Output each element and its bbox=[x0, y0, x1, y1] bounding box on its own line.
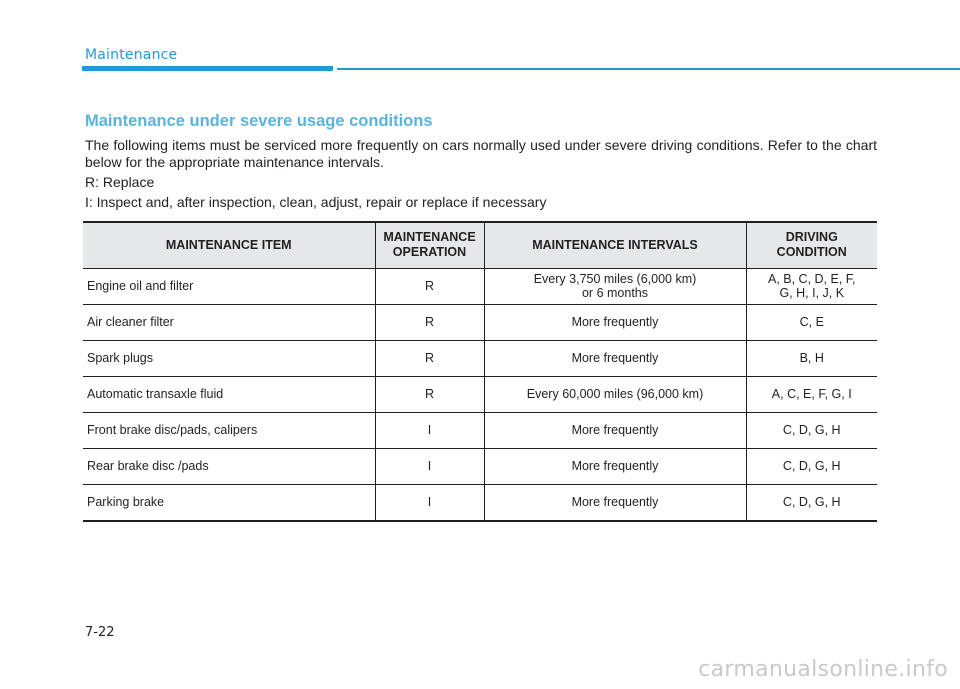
header-operation-line-1: MAINTENANCE bbox=[383, 230, 476, 245]
cell-condition: B, H bbox=[746, 340, 877, 376]
table-row bbox=[83, 484, 877, 521]
cell-item: Engine oil and filter bbox=[83, 268, 375, 304]
header-maintenance-item-label: MAINTENANCE ITEM bbox=[165, 237, 292, 252]
cell-interval: More frequently bbox=[484, 340, 746, 376]
table-row bbox=[83, 376, 877, 412]
cell-condition: C, D, G, H bbox=[746, 448, 877, 484]
table-row bbox=[83, 268, 877, 304]
header-condition-line-2: CONDITION bbox=[776, 245, 847, 260]
cell-interval: More frequently bbox=[484, 412, 746, 448]
cell-interval-line-2: or 6 months bbox=[581, 286, 648, 300]
cell-operation: R bbox=[375, 376, 484, 412]
cell-operation: R bbox=[375, 340, 484, 376]
cell-condition-line-2: G, H, I, J, K bbox=[779, 286, 845, 300]
cell-condition: C, E bbox=[746, 304, 877, 340]
table-row bbox=[83, 448, 877, 484]
cell-condition bbox=[746, 268, 877, 304]
legend-inspect: I: Inspect and, after inspection, clean, adjust, repair or replace if necessary bbox=[85, 194, 547, 210]
cell-operation: I bbox=[375, 448, 484, 484]
cell-interval: More frequently bbox=[484, 448, 746, 484]
table-row bbox=[83, 340, 877, 376]
table-row bbox=[83, 304, 877, 340]
cell-condition-line-1: A, B, C, D, E, F, bbox=[767, 272, 856, 286]
header-maintenance-intervals bbox=[484, 222, 746, 268]
table-row bbox=[83, 412, 877, 448]
cell-item: Parking brake bbox=[83, 484, 375, 521]
cell-item: Air cleaner filter bbox=[83, 304, 375, 340]
table-header-row bbox=[83, 222, 877, 268]
header-driving-condition bbox=[746, 222, 877, 268]
cell-operation: I bbox=[375, 412, 484, 448]
header-condition-line-1: DRIVING bbox=[785, 230, 838, 245]
watermark: carmanualsonline.info bbox=[698, 657, 948, 682]
cell-operation: I bbox=[375, 484, 484, 521]
section-title: Maintenance under severe usage conditions bbox=[85, 112, 433, 130]
maintenance-table bbox=[83, 221, 877, 522]
cell-interval: More frequently bbox=[484, 304, 746, 340]
cell-item: Rear brake disc /pads bbox=[83, 448, 375, 484]
cell-interval: More frequently bbox=[484, 484, 746, 521]
cell-operation: R bbox=[375, 304, 484, 340]
cell-item: Front brake disc/pads, calipers bbox=[83, 412, 375, 448]
cell-interval bbox=[484, 268, 746, 304]
intro-paragraph: The following items must be serviced more frequently on cars normally used under severe driving conditions. Refer to the chart below for the appropriate maintenance intervals. bbox=[85, 137, 877, 170]
cell-condition: C, D, G, H bbox=[746, 484, 877, 521]
header-maintenance-operation bbox=[375, 222, 484, 268]
table-header bbox=[83, 222, 877, 268]
cell-interval: Every 60,000 miles (96,000 km) bbox=[484, 376, 746, 412]
cell-condition: C, D, G, H bbox=[746, 412, 877, 448]
cell-item: Automatic transaxle fluid bbox=[83, 376, 375, 412]
cell-condition: A, C, E, F, G, I bbox=[746, 376, 877, 412]
header-maintenance-intervals-label: MAINTENANCE INTERVALS bbox=[532, 237, 698, 252]
header-accent-bar bbox=[82, 66, 333, 71]
table-body bbox=[83, 268, 877, 521]
cell-item: Spark plugs bbox=[83, 340, 375, 376]
cell-operation: R bbox=[375, 268, 484, 304]
legend-replace: R: Replace bbox=[85, 174, 155, 190]
cell-interval-line-1: Every 3,750 miles (6,000 km) bbox=[533, 272, 697, 286]
chapter-header: Maintenance bbox=[85, 47, 178, 63]
page-number: 7-22 bbox=[85, 625, 115, 640]
header-rule bbox=[337, 68, 960, 70]
header-maintenance-item bbox=[83, 222, 375, 268]
header-operation-line-2: OPERATION bbox=[392, 245, 467, 260]
